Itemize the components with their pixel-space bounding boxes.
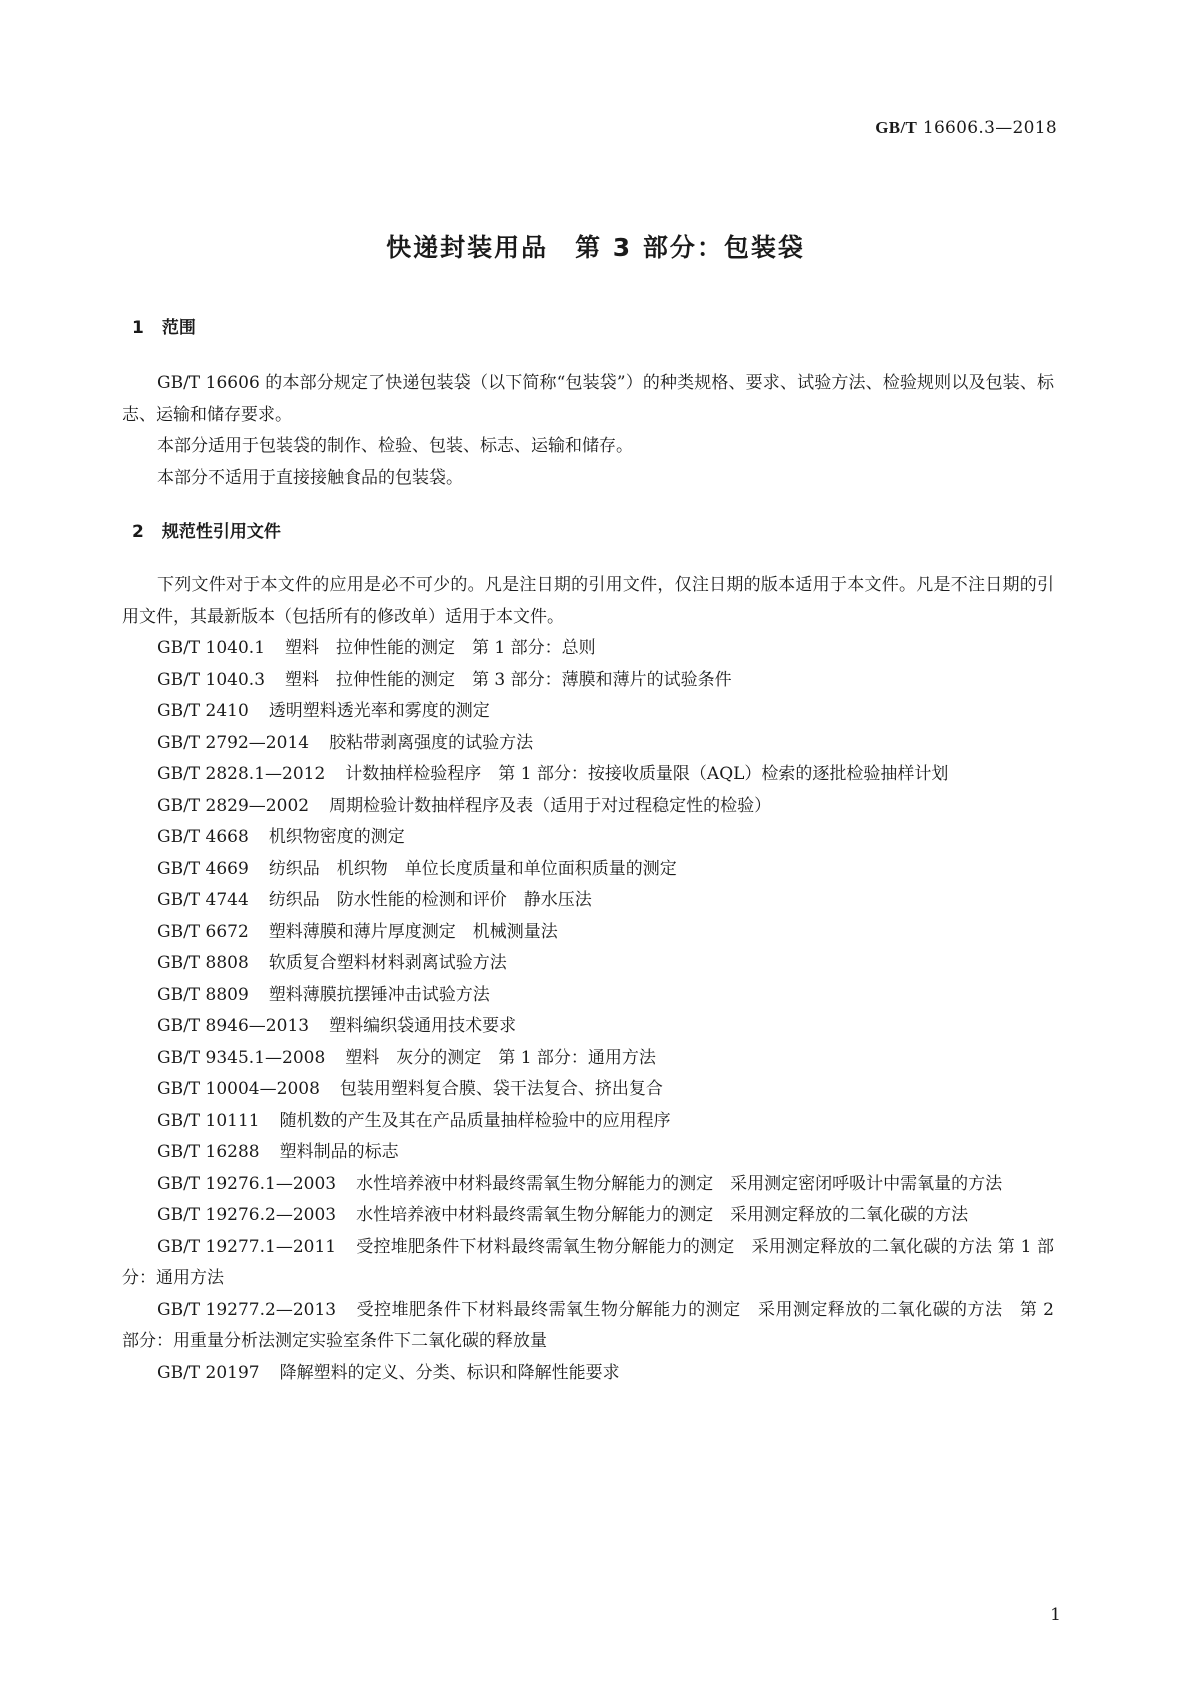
reference-code: GB/T 8946—2013 (157, 1016, 310, 1036)
reference-code: GB/T 4669 (157, 858, 249, 879)
paragraph: 本部分不适用于直接接触食品的包装袋。 (157, 467, 463, 488)
reference-item (122, 1295, 1054, 1358)
reference-title: 机织物密度的测定 (268, 827, 405, 847)
paragraph: 本部分适用于包装袋的制作、检验、包装、标志、运输和储存。 (157, 436, 633, 456)
reference-title: 纺织品 机织物 单位长度质量和单位面积质量的测定 (268, 858, 677, 879)
reference-code: GB/T 16288 (157, 1142, 260, 1162)
reference-item (122, 1011, 1054, 1043)
reference-code: GB/T 9345.1—2008 (157, 1047, 326, 1068)
reference-item (122, 885, 1054, 917)
reference-title: 水性培养液中材料最终需氧生物分解能力的测定 采用测定密闭呼吸计中需氧量的方法 (356, 1173, 1003, 1194)
reference-item (122, 980, 1054, 1012)
reference-title: 胶粘带剥离强度的试验方法 (329, 732, 534, 753)
reference-code: GB/T 19276.1—2003 (157, 1173, 337, 1194)
reference-code: GB/T 6672 (157, 921, 249, 942)
reference-item (122, 759, 1054, 791)
section-title: 规范性引用文件 (161, 522, 281, 542)
reference-title: 水性培养液中材料最终需氧生物分解能力的测定 采用测定释放的二氧化碳的方法 (356, 1205, 969, 1225)
reference-title: 塑料 拉伸性能的测定 第 3 部分：薄膜和薄片的试验条件 (285, 669, 732, 690)
reference-item (122, 822, 1054, 854)
reference-item (122, 633, 1054, 665)
reference-item (122, 1200, 1054, 1232)
reference-item (122, 728, 1054, 760)
reference-title: 受控堆肥条件下材料最终需氧生物分解能力的测定 采用测定释放的二氧化碳的方法 第 2 部分：用重量分析法测定实验室条件下二氧化碳的释放量 (122, 1299, 1054, 1351)
reference-item (122, 791, 1054, 823)
reference-item (122, 1074, 1054, 1106)
section-2-body (122, 570, 1054, 1389)
reference-code: GB/T 4668 (157, 827, 249, 847)
reference-code: GB/T 2792—2014 (157, 732, 310, 753)
section-number: 2 (132, 522, 144, 542)
reference-title: 包装用塑料复合膜、袋干法复合、挤出复合 (339, 1079, 663, 1099)
reference-title: 透明塑料透光率和雾度的测定 (268, 701, 490, 721)
reference-title: 周期检验计数抽样程序及表（适用于对过程稳定性的检验） (329, 795, 772, 816)
reference-code: GB/T 19277.2—2013 (157, 1299, 337, 1320)
reference-code: GB/T 8808 (157, 953, 249, 973)
reference-code: GB/T 20197 (157, 1362, 260, 1383)
section-number: 1 (132, 318, 144, 338)
reference-title: 降解塑料的定义、分类、标识和降解性能要求 (279, 1362, 620, 1383)
reference-code: GB/T 10111 (157, 1110, 260, 1131)
reference-item (122, 665, 1054, 697)
reference-code: GB/T 2829—2002 (157, 795, 310, 816)
section-1-heading (132, 313, 196, 338)
reference-title: 塑料制品的标志 (279, 1142, 399, 1162)
reference-title: 塑料编织袋通用技术要求 (329, 1016, 517, 1036)
reference-item (122, 1137, 1054, 1169)
standard-header (875, 118, 1057, 138)
section-2-heading (132, 517, 281, 542)
document-title: 快递封装用品 第 3 部分：包装袋 (386, 233, 805, 262)
reference-title: 塑料 灰分的测定 第 1 部分：通用方法 (345, 1047, 656, 1068)
reference-item (122, 948, 1054, 980)
reference-code: GB/T 4744 (157, 890, 249, 910)
reference-code: GB/T 19277.1—2011 (157, 1236, 337, 1257)
reference-item (122, 1169, 1054, 1201)
reference-code: GB/T 1040.3 (157, 669, 266, 690)
page-number: 1 (1050, 1605, 1061, 1625)
reference-title: 随机数的产生及其在产品质量抽样检验中的应用程序 (279, 1110, 671, 1131)
reference-title: 塑料薄膜和薄片厚度测定 机械测量法 (268, 921, 558, 942)
reference-title: 塑料薄膜抗摆锤冲击试验方法 (268, 984, 490, 1005)
reference-code: GB/T 2410 (157, 701, 249, 721)
reference-code: GB/T 1040.1 (157, 638, 266, 658)
standard-prefix: GB/T (875, 118, 918, 137)
reference-code: GB/T 10004—2008 (157, 1079, 320, 1099)
reference-item (122, 1358, 1054, 1390)
reference-item (122, 854, 1054, 886)
reference-item (122, 1106, 1054, 1138)
reference-code: GB/T 19276.2—2003 (157, 1205, 337, 1225)
section-1-body (122, 368, 1054, 494)
reference-title: 受控堆肥条件下材料最终需氧生物分解能力的测定 采用测定释放的二氧化碳的方法 第 1 部分：通用方法 (122, 1236, 1054, 1288)
reference-code: GB/T 2828.1—2012 (157, 764, 326, 784)
reference-item (122, 917, 1054, 949)
reference-title: 计数抽样检验程序 第 1 部分：按接收质量限（AQL）检索的逐批检验抽样计划 (345, 764, 949, 784)
paragraph: GB/T 16606 的本部分规定了快递包装袋（以下简称“包装袋”）的种类规格、要求、试验方法、检验规则以及包装、标志、运输和储存要求。 (122, 373, 1054, 425)
intro-paragraph: 下列文件对于本文件的应用是必不可少的。凡是注日期的引用文件，仅注日期的版本适用于本文件。凡是不注日期的引用文件，其最新版本（包括所有的修改单）适用于本文件。 (122, 575, 1054, 627)
section-title: 范围 (161, 318, 196, 338)
reference-title: 纺织品 防水性能的检测和评价 静水压法 (268, 890, 592, 910)
reference-code: GB/T 8809 (157, 984, 249, 1005)
reference-item (122, 1043, 1054, 1075)
reference-list (122, 633, 1054, 1389)
reference-item (122, 1232, 1054, 1295)
reference-title: 塑料 拉伸性能的测定 第 1 部分：总则 (285, 638, 596, 658)
reference-item (122, 696, 1054, 728)
standard-number: 16606.3—2018 (922, 118, 1057, 138)
reference-title: 软质复合塑料材料剥离试验方法 (268, 953, 507, 973)
